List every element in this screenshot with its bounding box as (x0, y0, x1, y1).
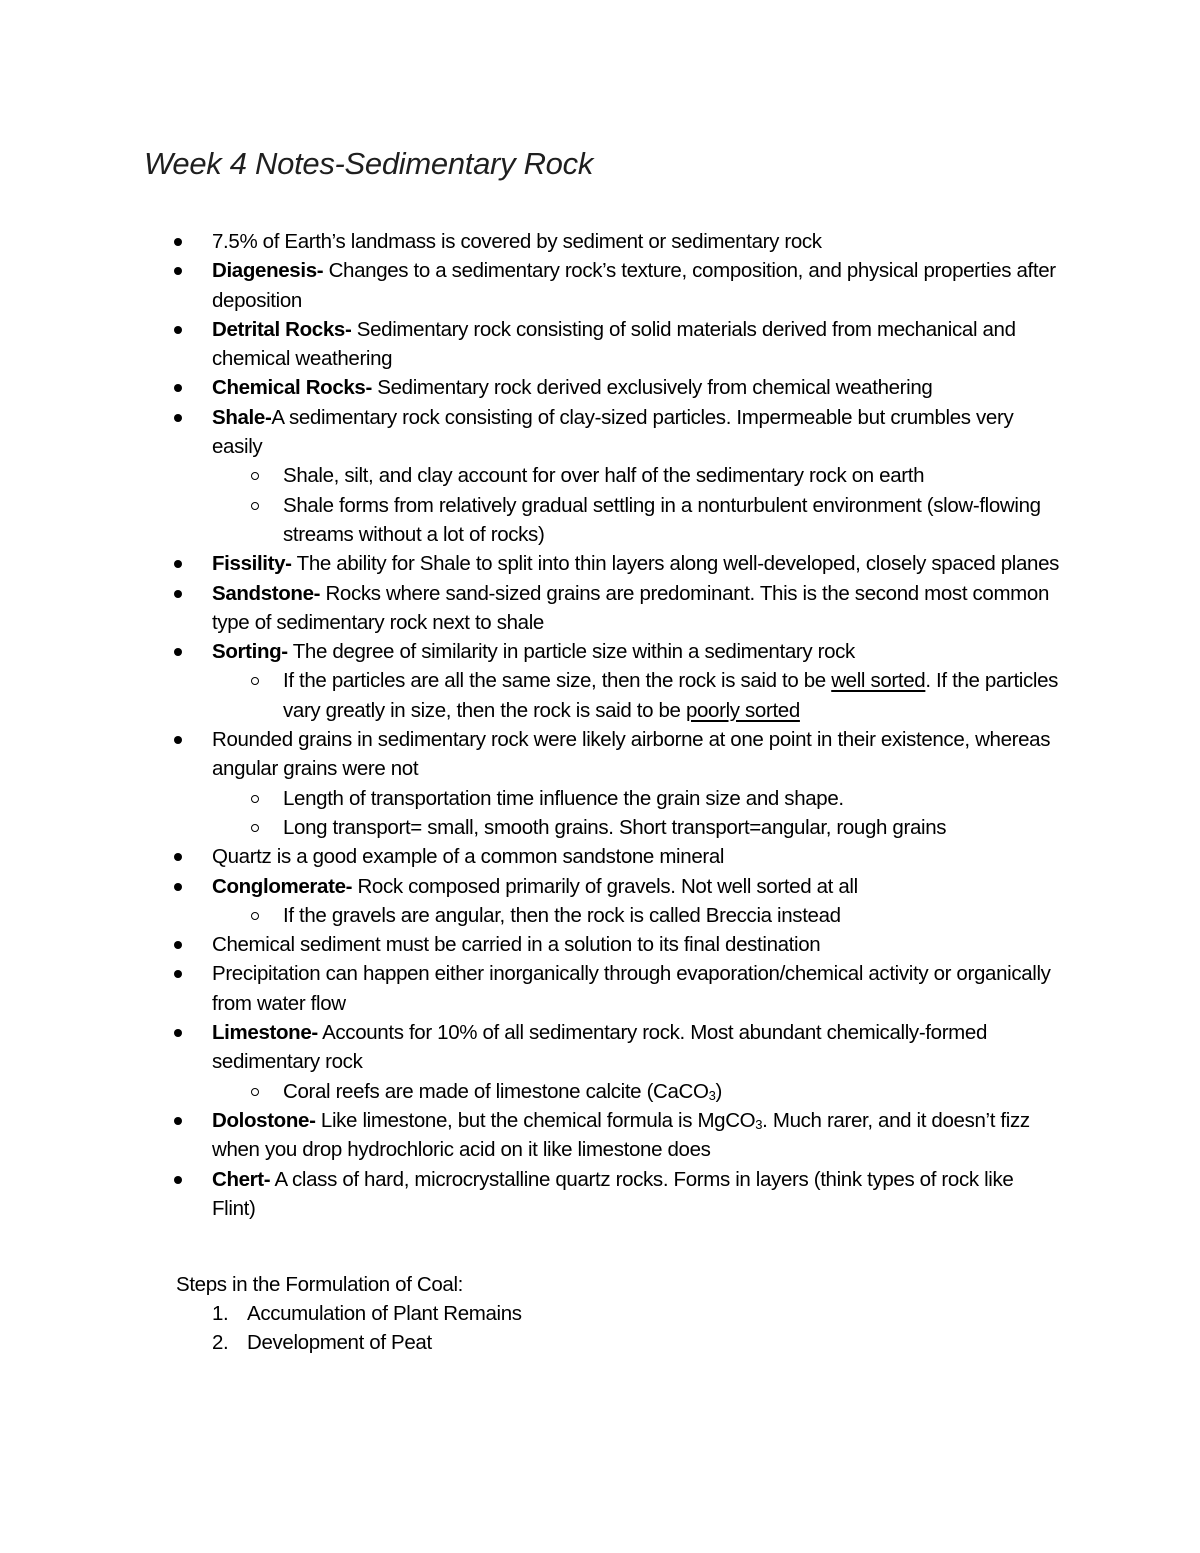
circle-bullet-icon (251, 472, 259, 480)
numbered-item (0, 1299, 1200, 1328)
item-text: A sedimentary rock consisting of clay-sized particles. Impermeable but crumbles very easily (212, 405, 1014, 459)
sub-list-item (212, 666, 1060, 725)
bullet-icon (174, 560, 182, 568)
list-item (0, 315, 1200, 374)
bullet-icon (174, 238, 182, 246)
bullet-icon (174, 970, 182, 978)
term-label: Chemical Rocks- (212, 376, 372, 400)
list-item (0, 1106, 1200, 1165)
item-text: Rocks where sand-sized grains are predominant. This is the second most common type of sedimentary rock next to shale (212, 581, 1050, 634)
term-label: Diagenesis- (212, 259, 324, 283)
bullet-icon (174, 941, 182, 949)
sub-list-item (212, 784, 1060, 813)
bullet-icon (174, 1117, 182, 1125)
bullet-icon (174, 1029, 182, 1037)
item-text: The ability for Shale to split into thin layers along well-developed, closely spaced planes (291, 552, 1060, 576)
bullet-icon (174, 414, 182, 422)
term-label: Chert- (212, 1167, 271, 1191)
well-sorted-term: well sorted (831, 669, 926, 693)
sub-item-text: Shale forms from relatively gradual settling in a nonturbulent environment (slow-flowing streams without a lot of rocks) (283, 493, 1041, 546)
bullet-icon (174, 736, 182, 744)
bullet-icon (174, 853, 182, 861)
term-label: Sorting- (212, 640, 288, 664)
circle-bullet-icon (251, 677, 259, 685)
item-number: 2. (212, 1331, 229, 1355)
list-item (0, 959, 1200, 1018)
bullet-icon (174, 883, 182, 891)
sub-item-text: Coral reefs are made of limestone calcite (CaCO (283, 1079, 709, 1103)
list-item (0, 842, 1200, 871)
list-item (0, 930, 1200, 959)
term-label: Limestone- (212, 1021, 318, 1045)
item-text: Precipitation can happen either inorganically through evaporation/chemical activity or organically from water flow (212, 962, 1051, 1015)
notes-list (0, 227, 1200, 1223)
term-label: Dolostone- (212, 1108, 316, 1132)
item-text: The degree of similarity in particle size within a sedimentary rock (287, 640, 855, 664)
sub-list-item (212, 1077, 1060, 1106)
list-item (0, 373, 1200, 402)
bullet-icon (174, 326, 182, 334)
sub-item-text: If the particles are all the same size, then the rock is said to be (283, 669, 832, 693)
numbered-item (0, 1328, 1200, 1357)
list-item (0, 872, 1200, 931)
step-text: Accumulation of Plant Remains (247, 1302, 522, 1325)
item-text: Accounts for 10% of all sedimentary rock. Most abundant chemically-formed sedimentary rock (212, 1021, 987, 1074)
bullet-icon (174, 1176, 182, 1184)
list-item (0, 1018, 1200, 1106)
item-text: Chemical sediment must be carried in a solution to its final destination (212, 933, 821, 957)
term-label: Sandstone- (212, 581, 321, 605)
sub-item-text: . If the particles vary greatly in size, then the rock is said to be (283, 669, 1059, 722)
step-text: Development of Peat (247, 1331, 432, 1355)
item-text: Rock composed primarily of gravels. Not well sorted at all (352, 874, 858, 898)
bullet-icon (174, 384, 182, 392)
item-text: Quartz is a good example of a common sandstone mineral (212, 845, 725, 869)
coal-steps-heading: Steps in the Formulation of Coal: (176, 1273, 463, 1296)
bullet-icon (174, 267, 182, 275)
sub-item-text: Long transport= small, smooth grains. Short transport=angular, rough grains (283, 815, 947, 839)
circle-bullet-icon (251, 502, 259, 510)
item-text: . Much rarer, and it doesn’t fizz when you drop hydrochloric acid on it like limestone does (212, 1108, 1030, 1162)
circle-bullet-icon (251, 795, 259, 803)
item-text: 7.5% of Earth’s landmass is covered by sediment or sedimentary rock (212, 230, 822, 253)
bullet-icon (174, 590, 182, 598)
sub-list (212, 461, 1060, 549)
term-label: Detrital Rocks- (212, 317, 352, 341)
list-item (0, 1165, 1200, 1224)
subscript: 3 (755, 1116, 763, 1132)
term-label: Fissility- (212, 552, 292, 576)
item-number: 1. (212, 1302, 229, 1325)
sub-list-item (212, 461, 1060, 490)
item-text: A class of hard, microcrystalline quartz rocks. Forms in layers (think types of rock like Flint) (212, 1167, 1014, 1220)
subscript: 3 (708, 1087, 716, 1103)
circle-bullet-icon (251, 912, 259, 920)
sub-list-item (212, 491, 1060, 550)
list-item (0, 637, 1200, 725)
term-label: Conglomerate- (212, 874, 353, 898)
bullet-icon (174, 648, 182, 656)
sub-item-text: If the gravels are angular, then the rock is called Breccia instead (283, 903, 841, 927)
list-item (0, 256, 1200, 315)
list-item (0, 725, 1200, 842)
coal-steps-list (0, 1299, 1200, 1358)
item-text: Like limestone, but the chemical formula is MgCO (315, 1108, 756, 1132)
sub-list (212, 666, 1060, 725)
poorly-sorted-term: poorly sorted (685, 698, 800, 722)
list-item (0, 579, 1200, 638)
item-text: Sedimentary rock derived exclusively from chemical weathering (371, 376, 933, 400)
item-text: Rounded grains in sedimentary rock were likely airborne at one point in their existence, whereas angular grains were not (212, 728, 1051, 781)
sub-list (212, 784, 1060, 843)
circle-bullet-icon (251, 824, 259, 832)
list-item (0, 227, 1200, 256)
sub-item-text: Shale, silt, and clay account for over half of the sedimentary rock on earth (283, 464, 925, 488)
sub-list-item (212, 901, 1060, 930)
list-item (0, 549, 1200, 578)
sub-list (212, 1077, 1060, 1106)
term-label: Shale- (212, 405, 272, 429)
sub-list-item (212, 813, 1060, 842)
sub-item-text: ) (715, 1079, 722, 1103)
list-item (0, 403, 1200, 549)
item-text: Sedimentary rock consisting of solid materials derived from mechanical and chemical weathering (212, 317, 1016, 371)
item-text: Changes to a sedimentary rock’s texture, composition, and physical properties after deposition (212, 259, 1056, 312)
page-title: Week 4 Notes-Sedimentary Rock (144, 146, 594, 181)
circle-bullet-icon (251, 1088, 259, 1096)
sub-list (212, 901, 1060, 930)
sub-item-text: Length of transportation time influence the grain size and shape. (283, 786, 844, 810)
